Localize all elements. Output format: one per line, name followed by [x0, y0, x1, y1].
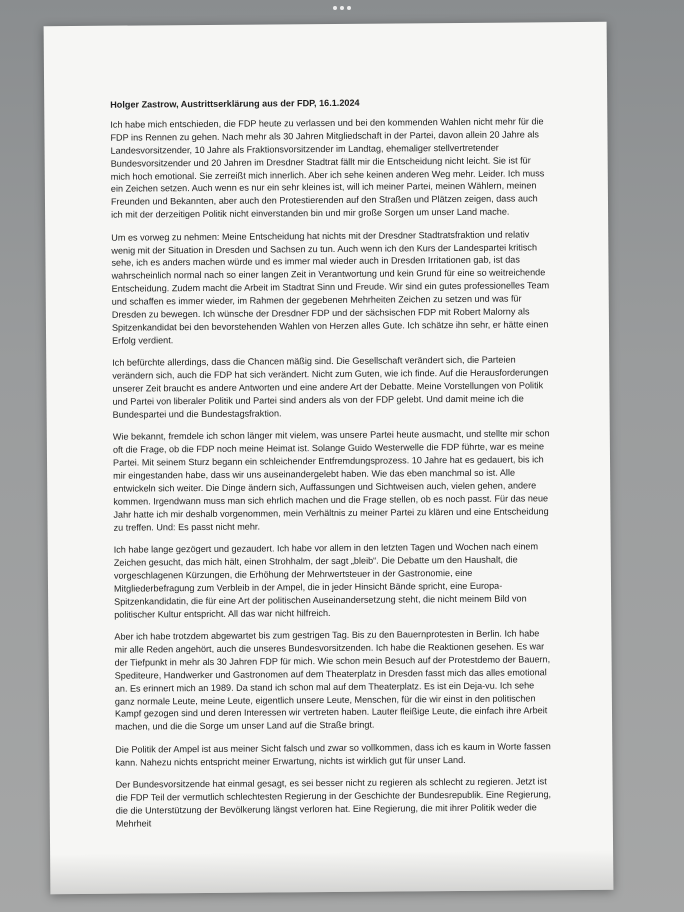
letter-title: Holger Zastrow, Austrittserklärung aus der FDP, 16.1.2024 — [110, 97, 360, 110]
paragraph: Ich habe mich entschieden, die FDP heute zu verlassen und bei den kommenden Wahlen nicht mehr für die FDP ins Rennen zu gehen. Nach mehr als 30 Jahren Mitgliedschaft in der Partei, davon allein 20 Jahre als Landesvorsitzender, 10 Jahre als Fraktionsvorsitzender im Landtag, ehemaliger stellvertretender Bundesvorsitzender und 20 Jahren im Dresdner Stadtrat fällt mir die Entscheidung nicht leicht. Sie ist für mich hoch emotional. Sie zerreißt mich innerlich. Aber ich sehe keinen anderen Weg mehr. Leider. Ich muss ein Zeichen setzen. Auch wenn es nur ein sehr kleines ist, will ich meiner Partei, meinen Wählern, meinen Freunden und Bekannten, aber auch den Protestierenden auf den Straßen und Plätzen zeigen, dass auch ich mit der derzeitigen Politik nicht einverstanden bin und mir große Sorgen um unser Land mache. — [110, 116, 545, 220]
paragraph: Der Bundesvorsitzende hat einmal gesagt, es sei besser nicht zu regieren als schlecht zu regieren. Jetzt ist die FDP Teil der vermutlich schlechtesten Regierung in der Geschichte der Bundesrepublik. Eine Regierung, die die Unterstützung der Bevölkerung längst verloren hat. Eine Regierung, die mit ihrer Politik weder die Mehrheit — [115, 776, 552, 829]
paper-shadow — [50, 850, 613, 894]
paragraph: Aber ich habe trotzdem abgewartet bis zum gestrigen Tag. Bis zu den Bauernprotesten in Berlin. Ich habe mir alle Reden angehört, auch die unseres Bundesvorsitzenden. Ich habe die Reaktionen gesehen. Es war der Tiefpunkt in mehr als 30 Jahren FDP für mich. Wie schon mein Besuch auf der Protestdemo der Bauern, Spediteure, Handwerker und Gastronomen auf dem Theaterplatz in Dresden fasst mich das alles emotional an. Es erinnert mich an 1989. Da stand ich schon mal auf dem Theaterplatz. Es ist ein Deja-vu. Ich sehe ganz normale Leute, meine Leute, eigentlich unsere Leute, Menschen, für die wir einst in den politischen Kampf gezogen sind und deren Interessen wir vertreten haben. Lauter fleißige Leute, die einfach ihre Arbeit machen, und die die Sorge um unser Land auf die Straße bringt. — [114, 628, 551, 733]
paper-sheet — [44, 22, 614, 894]
paragraph: Die Politik der Ampel ist aus meiner Sicht falsch und zwar so vollkommen, dass ich es kaum in Worte fassen kann. Nahezu nichts entspricht meiner Erwartung, nichts ist wirklich gut für unser Land. — [115, 741, 551, 768]
dot-icon — [333, 6, 337, 10]
dot-icon — [347, 6, 351, 10]
paragraph: Ich befürchte allerdings, dass die Chancen mäßig sind. Die Gesellschaft verändert sich, die Parteien verändern sich, auch die FDP hat sich verändert. Nicht zum Guten, wie ich finde. Auf die Herausforderungen unserer Zeit braucht es andere Antworten und eine andere Art der Debatte. Meine Vorstellungen von Politik und Partei von liberaler Politik und Partei sind anders als von der FDP gelebt. Und damit meine ich die Bundespartei und die Bundestagsfraktion. — [112, 354, 549, 420]
paragraph: Um es vorweg zu nehmen: Meine Entscheidung hat nichts mit der Dresdner Stadtratsfraktion und relativ wenig mit der Situation in Dresden und Sachsen zu tun. Auch wenn ich den Kurs der Landespartei kritisch sehe, ich es anders machen würde und es immer mal wieder auch in Dresden Irritationen gab, ist das wahrscheinlich normal nach so einer langen Zeit in Verantwortung und kein Grund für eine so weitreichende Entscheidung. Zudem macht die Arbeit im Stadtrat Sinn und Freude. Wir sind ein gutes professionelles Team und schaffen es immer wieder, im Rahmen der gegebenen Mehrheiten Zeichen zu setzen und was für Dresden zu bewegen. Ich wünsche der Dresdner FDP und der sächsischen FDP mit Robert Malorny als Spitzenkandidat bei den bevorstehenden Wahlen von Herzen alles Gute. Ich schätze ihn sehr, er hätte einen Erfolg verdient. — [111, 229, 550, 346]
paragraph: Ich habe lange gezögert und gezaudert. Ich habe vor allem in den letzten Tagen und Wochen nach einem Zeichen gesucht, das mich hält, einen Strohhalm, der sagt „bleib“. Die Debatte um den Haushalt, die vorgeschlagenen Kürzungen, die Erhöhung der Mehrwertsteuer in der Gastronomie, eine Mitgliederbefragung zum Verbleib in der Ampel, die in jeder Hinsicht Bände spricht, eine Europa-Spitzenkandidatin, die für eine Art der politischen Auseinandersetzung steht, die nicht meinem Bild von politischer Kultur entspricht. All das war nicht hilfreich. — [113, 541, 539, 620]
paragraph: Wie bekannt, fremdele ich schon länger mit vielem, was unsere Partei heute ausmacht, und stellte mir schon oft die Frage, ob die FDP noch meine Heimat ist. Solange Guido Westerwelle die FDP führte, war es meine Partei. Mit seinem Sturz begann ein schleichender Entfremdungsprozess. 10 Jahre hat es gedauert, bis ich mir eingestanden habe, dass wir uns auseinandergelebt haben. Wie das eben manchmal so ist. Alle entwickeln sich weiter. Die Dinge ändern sich, Auffassungen und Sichtweisen auch, vielen gehen, andere kommen. Irgendwann muss man sich ehrlich machen und die Frage stellen, ob es noch passt. Für das neue Jahr hatte ich mir deshalb vorgenommen, mein Verhältnis zu meiner Partei zu klären und eine Entscheidung zu treffen. Und: Es passt nicht mehr. — [112, 428, 550, 533]
dot-icon — [340, 6, 344, 10]
menu-dots-icon[interactable] — [333, 5, 351, 11]
letter-body — [110, 95, 556, 840]
